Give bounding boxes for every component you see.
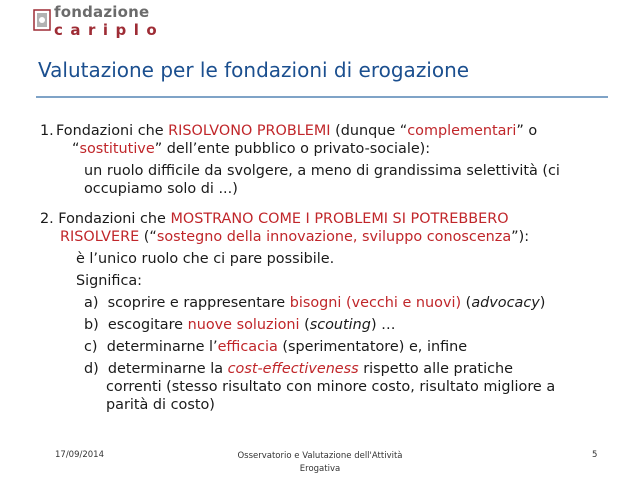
emphasis-sostegno: sostegno della innovazione, sviluppo conoscenza bbox=[156, 229, 512, 245]
footer-caption-line2: Erogativa bbox=[299, 464, 341, 474]
item1-line3: un ruolo difficile da svolgere, a meno di grandissima selettività (ci bbox=[84, 163, 560, 179]
footer-caption bbox=[200, 450, 440, 476]
sub-item-d-line2: correnti (stesso risultato con minore costo, risultato migliore a bbox=[106, 379, 556, 395]
emphasis-cost-effectiveness: cost-effectiveness bbox=[227, 361, 359, 377]
emphasis-bisogni: bisogni (vecchi e nuovi) bbox=[289, 295, 462, 311]
item1-number: 1. bbox=[40, 123, 54, 139]
item2-line1: 2. Fondazioni che MOSTRANO COME I PROBLEMI SI POTREBBERO bbox=[40, 211, 509, 227]
sub-item-b: b) escogitare nuove soluzioni (scouting) … bbox=[84, 317, 396, 333]
emphasis-efficacia: efficacia bbox=[217, 339, 278, 355]
slide-title: Valutazione per le fondazioni di erogazione bbox=[38, 58, 470, 82]
slide-body bbox=[40, 122, 620, 414]
sub-item-d: d) determinarne la cost-effectiveness rispetto alle pratiche bbox=[84, 361, 513, 377]
logo-text-fondazione: fondazione bbox=[54, 3, 150, 21]
footer-date: 17/09/2014 bbox=[55, 450, 104, 460]
logo-mark-icon bbox=[32, 6, 52, 36]
item1-line2: “sostitutive” dell’ente pubblico o privato-sociale): bbox=[72, 141, 431, 157]
sub-item-d-line3: parità di costo) bbox=[106, 397, 215, 413]
emphasis-risolvere: RISOLVERE bbox=[60, 229, 140, 245]
emphasis-mostrano: MOSTRANO COME I PROBLEMI SI POTREBBERO bbox=[170, 211, 509, 227]
emphasis-complementari: complementari bbox=[407, 123, 517, 139]
emphasis-risolvono: RISOLVONO PROBLEMI bbox=[168, 123, 331, 139]
item2-line4: Significa: bbox=[76, 273, 143, 289]
page-number: 5 bbox=[592, 450, 598, 460]
footer-caption-line1: Osservatorio e Valutazione dell'Attività bbox=[237, 451, 403, 461]
sub-item-a: a) scoprire e rappresentare bisogni (vecchi e nuovi) (advocacy) bbox=[84, 295, 546, 311]
item2-line2: RISOLVERE (“sostegno della innovazione, sviluppo conoscenza”): bbox=[60, 229, 530, 245]
item2-line3: è l’unico ruolo che ci pare possibile. bbox=[76, 251, 335, 267]
title-divider bbox=[36, 96, 608, 98]
item1-line4: occupiamo solo di ...) bbox=[84, 181, 238, 197]
emphasis-sostitutive: sostitutive bbox=[79, 141, 155, 157]
sub-item-c: c) determinarne l’efficacia (sperimentatore) e, infine bbox=[84, 339, 468, 355]
item1-line1: 1. Fondazioni che RISOLVONO PROBLEMI (dunque “complementari” o bbox=[40, 123, 538, 139]
logo-text-cariplo: cariplo bbox=[54, 21, 165, 39]
fondazione-cariplo-logo bbox=[32, 3, 172, 42]
emphasis-nuove-soluzioni: nuove soluzioni bbox=[187, 317, 300, 333]
